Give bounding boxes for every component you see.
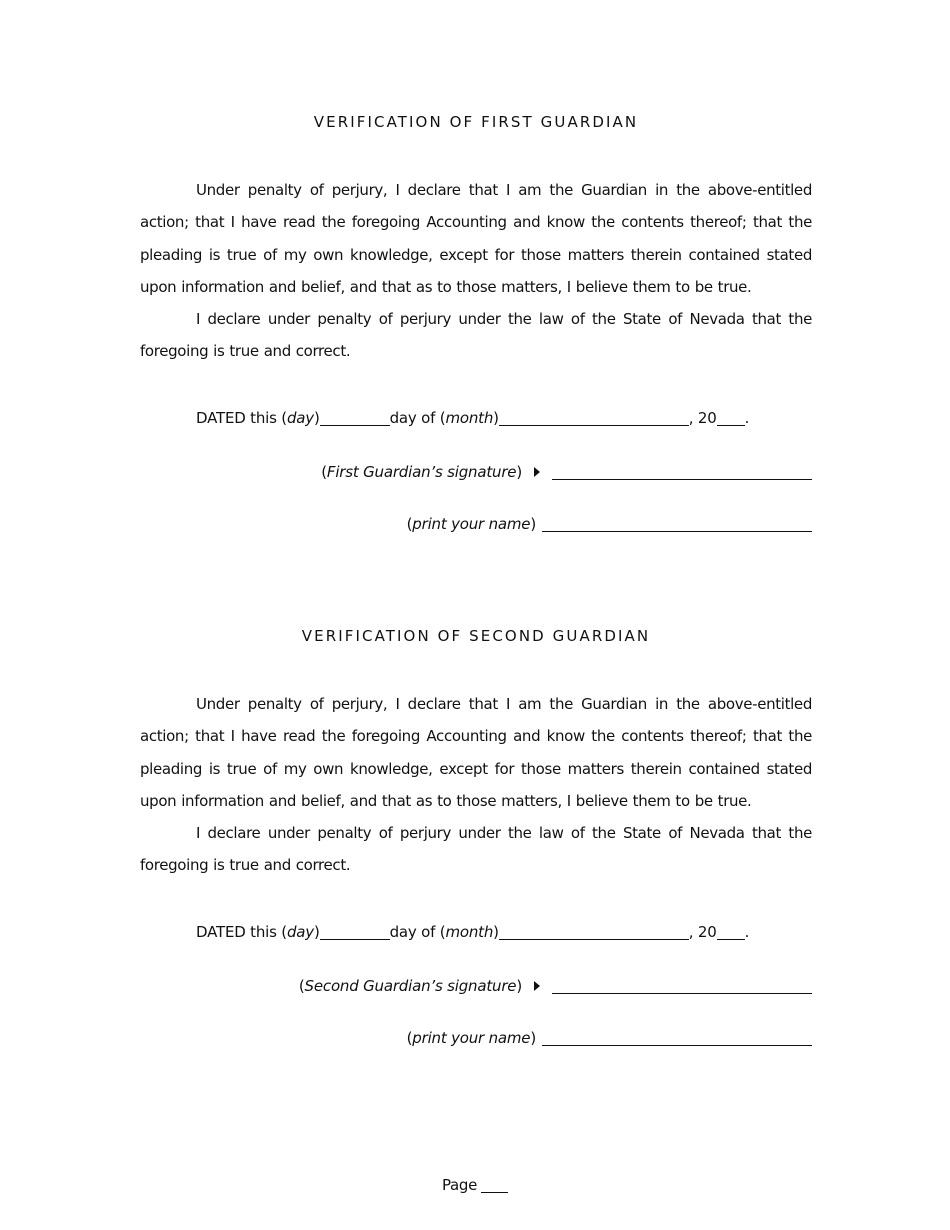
year-prefix: , 20 xyxy=(688,408,717,427)
day-label: day xyxy=(286,408,314,427)
declaration-paragraph: Under penalty of perjury, I declare that I am the Guardian in the above-entitled action; that I have read the foregoing Accounting and know the contents thereof; that the pleading is true of my own knowledge, except for those matters therein contained stated upon information and belief, and that as to those matters, I believe them to be true. xyxy=(140,181,812,296)
signature-field[interactable] xyxy=(552,461,812,480)
page-footer xyxy=(0,1173,950,1197)
month-label: month xyxy=(445,922,494,941)
day-field[interactable] xyxy=(320,921,390,940)
day-of-text: day of ( xyxy=(389,922,446,941)
year-prefix: , 20 xyxy=(688,922,717,941)
dated-end: . xyxy=(744,922,750,941)
arrow-right-icon xyxy=(534,467,540,477)
signature-line-row xyxy=(140,974,812,998)
dated-prefix: DATED this ( xyxy=(196,408,287,427)
print-name-field[interactable] xyxy=(542,1027,812,1046)
declaration-text xyxy=(140,174,812,368)
section-heading: VERIFICATION OF SECOND GUARDIAN xyxy=(301,627,651,645)
month-field[interactable] xyxy=(499,407,689,426)
page-label: Page xyxy=(441,1176,478,1194)
day-close: ) xyxy=(313,922,320,941)
verification-first-guardian xyxy=(140,110,812,536)
print-name-row xyxy=(140,1026,812,1050)
year-field[interactable] xyxy=(717,407,745,426)
month-close: ) xyxy=(493,922,499,941)
print-name-label: (print your name) xyxy=(406,1028,536,1047)
day-of-text: day of ( xyxy=(389,408,446,427)
page-number-field[interactable] xyxy=(481,1174,508,1193)
dated-line xyxy=(140,920,812,944)
declaration-text xyxy=(140,688,812,882)
verification-second-guardian xyxy=(140,624,812,1050)
arrow-right-icon xyxy=(534,981,540,991)
perjury-paragraph: I declare under penalty of perjury under the law of the State of Nevada that the foregoing is true and correct. xyxy=(140,310,812,361)
declaration-paragraph: Under penalty of perjury, I declare that I am the Guardian in the above-entitled action; that I have read the foregoing Accounting and know the contents thereof; that the pleading is true of my own knowledge, except for those matters therein contained stated upon information and belief, and that as to those matters, I believe them to be true. xyxy=(140,695,812,810)
dated-line xyxy=(140,406,812,430)
month-label: month xyxy=(445,408,494,427)
signature-field[interactable] xyxy=(552,975,812,994)
day-label: day xyxy=(286,922,314,941)
print-name-label: (print your name) xyxy=(406,514,536,533)
print-name-field[interactable] xyxy=(542,513,812,532)
perjury-paragraph: I declare under penalty of perjury under the law of the State of Nevada that the foregoing is true and correct. xyxy=(140,824,812,875)
month-field[interactable] xyxy=(499,921,689,940)
year-field[interactable] xyxy=(717,921,745,940)
day-close: ) xyxy=(313,408,320,427)
month-close: ) xyxy=(493,408,499,427)
print-name-row xyxy=(140,512,812,536)
dated-end: . xyxy=(744,408,750,427)
signature-label: (First Guardian’s signature) xyxy=(321,462,522,481)
dated-prefix: DATED this ( xyxy=(196,922,287,941)
section-heading: VERIFICATION OF FIRST GUARDIAN xyxy=(313,113,639,131)
day-field[interactable] xyxy=(320,407,390,426)
signature-label: (Second Guardian’s signature) xyxy=(298,976,522,995)
signature-line-row xyxy=(140,460,812,484)
